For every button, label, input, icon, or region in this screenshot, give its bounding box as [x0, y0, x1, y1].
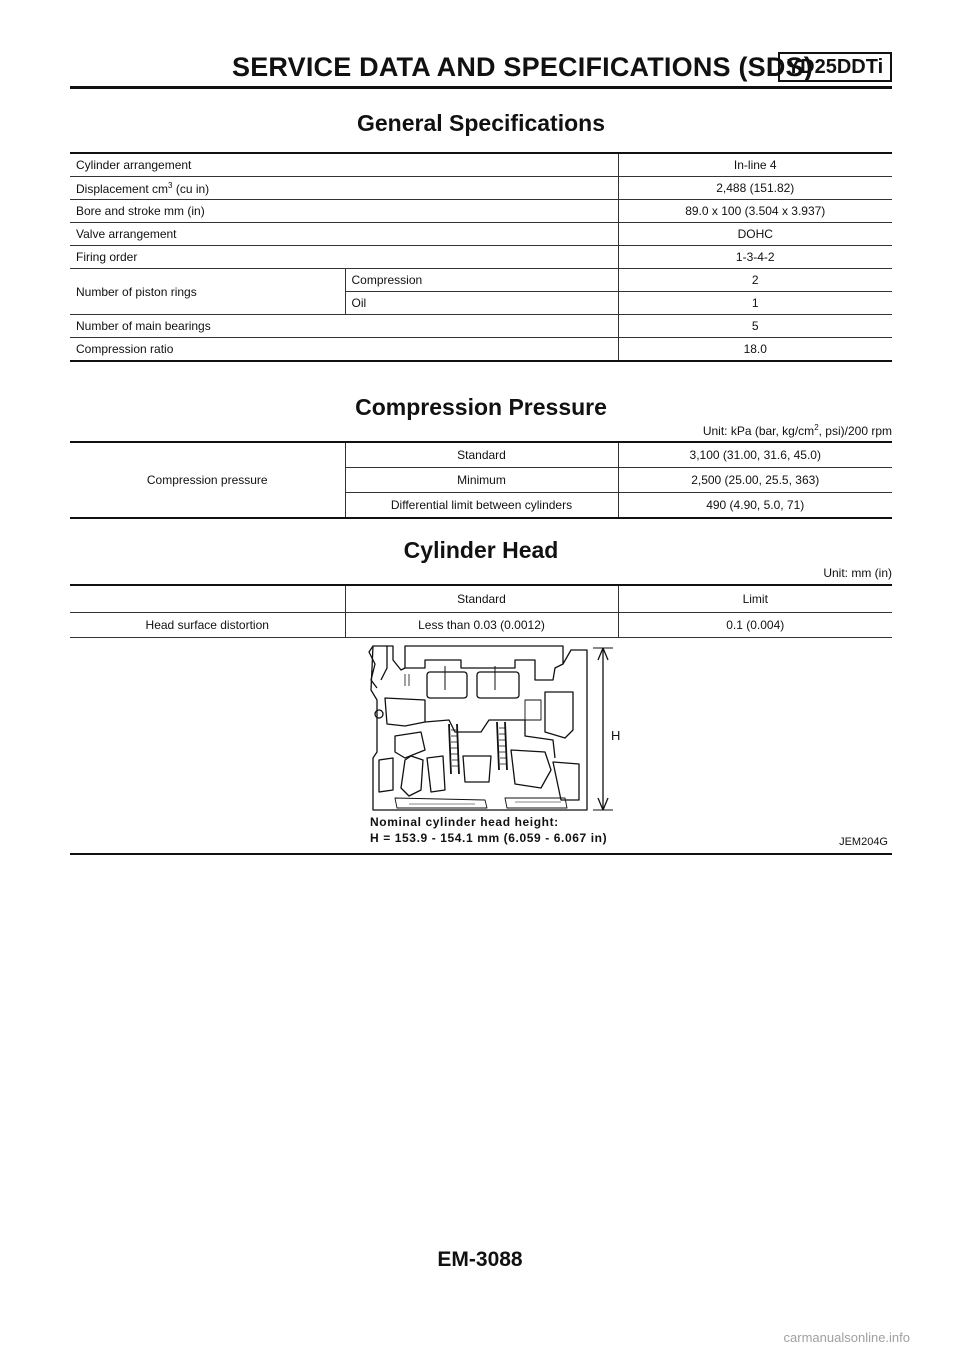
figure-bottom-rule — [70, 853, 892, 855]
cylinder-head-illustration — [365, 640, 635, 818]
spec-value: In-line 4 — [618, 153, 892, 177]
spec-label: Head surface distortion — [70, 613, 345, 638]
cylinder-head-unit-note: Unit: mm (in) — [823, 566, 892, 580]
compression-pressure-title: Compression Pressure — [355, 394, 607, 420]
table-row — [70, 338, 892, 362]
engine-code-badge: YD25DDTi — [778, 52, 892, 82]
general-specifications-table — [70, 152, 892, 362]
compression-pressure-table — [70, 441, 892, 519]
table-row — [70, 177, 892, 200]
watermark: carmanualsonline.info — [783, 1330, 910, 1345]
spec-label: Bore and stroke mm (in) — [70, 200, 618, 223]
compression-unit-note: Unit: kPa (bar, $kg/cm^2$, psi)/200 rpm — [702, 423, 892, 438]
table-row — [70, 200, 892, 223]
header-rule — [70, 86, 892, 89]
column-header-standard: Standard — [345, 585, 618, 613]
table-row — [70, 442, 892, 468]
table-row — [70, 223, 892, 246]
cylinder-head-title: Cylinder Head — [403, 537, 559, 563]
figure-caption-line1: Nominal cylinder head height: — [370, 815, 559, 829]
spec-label: Compression pressure — [70, 442, 345, 518]
spec-value: 0.1 (0.004) — [618, 613, 892, 638]
spec-value: 2 — [618, 269, 892, 292]
spec-value: DOHC — [618, 223, 892, 246]
general-specifications-title: General Specifications — [357, 110, 605, 136]
dimension-h-label: H — [611, 728, 621, 743]
spec-sublabel: Differential limit between cylinders — [345, 493, 618, 519]
spec-label: Cylinder arrangement — [70, 153, 618, 177]
figure-caption-line2: H = 153.9 - 154.1 mm (6.059 - 6.067 in) — [370, 831, 608, 845]
spec-value: 2,488 (151.82) — [618, 177, 892, 200]
spec-value: 89.0 x 100 (3.504 x 3.937) — [618, 200, 892, 223]
spec-sublabel: Standard — [345, 442, 618, 468]
spec-value: 1 — [618, 292, 892, 315]
table-row — [70, 585, 892, 613]
spec-label: Firing order — [70, 246, 618, 269]
spec-label: Valve arrangement — [70, 223, 618, 246]
spec-sublabel: Oil — [345, 292, 618, 315]
table-row — [70, 153, 892, 177]
figure-code: JEM204G — [839, 836, 888, 848]
spec-value: 1-3-4-2 — [618, 246, 892, 269]
spec-sublabel: Minimum — [345, 468, 618, 493]
spec-value: 3,100 (31.00, 31.6, 45.0) — [618, 442, 892, 468]
table-row — [70, 315, 892, 338]
table-row — [70, 269, 892, 292]
spec-value: 2,500 (25.00, 25.5, 363) — [618, 468, 892, 493]
spec-label: Number of main bearings — [70, 315, 618, 338]
section-header-title: SERVICE DATA AND SPECIFICATIONS (SDS) — [232, 52, 813, 82]
table-row — [70, 246, 892, 269]
cylinder-head-table — [70, 584, 892, 638]
column-header-limit: Limit — [618, 585, 892, 613]
empty-header-cell — [70, 585, 345, 613]
page-number: EM-3088 — [437, 1248, 523, 1271]
spec-value: 490 (4.90, 5.0, 71) — [618, 493, 892, 519]
spec-sublabel: Compression — [345, 269, 618, 292]
spec-label: Displacement $cm^3$ (cu in) — [70, 177, 618, 200]
table-row — [70, 613, 892, 638]
spec-label: Number of piston rings — [70, 269, 345, 315]
spec-value: Less than 0.03 (0.0012) — [345, 613, 618, 638]
spec-label: Compression ratio — [70, 338, 618, 362]
spec-value: 18.0 — [618, 338, 892, 362]
spec-value: 5 — [618, 315, 892, 338]
